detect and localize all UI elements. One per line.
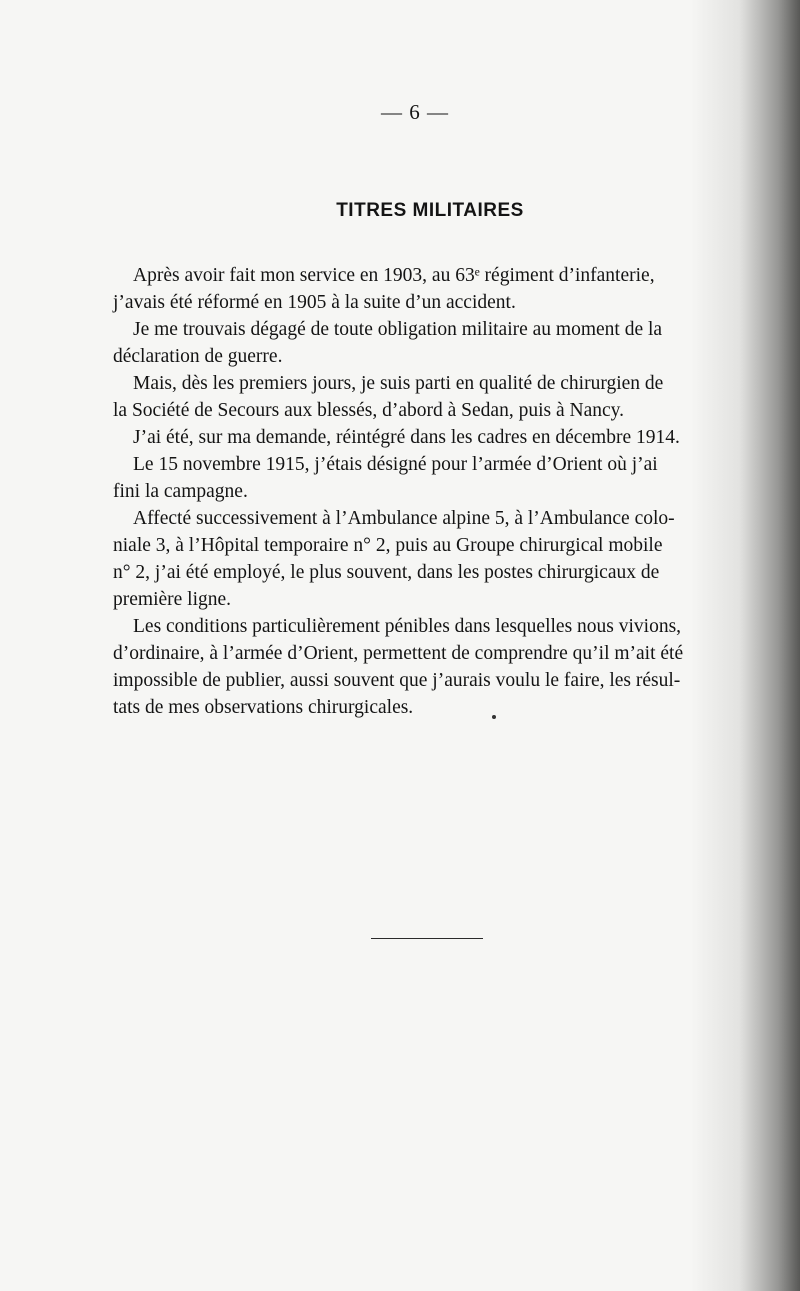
paragraph: [113, 613, 753, 721]
text-line: la Société de Secours aux blessés, d’abord à Sedan, puis à Nancy.: [113, 400, 624, 421]
paragraph: [113, 505, 753, 613]
text-line: première ligne.: [113, 589, 232, 610]
paragraph: [113, 370, 753, 424]
text-line: j’avais été réformé en 1905 à la suite d’un accident.: [113, 292, 516, 313]
paragraph: [113, 316, 753, 370]
closing-rule: [371, 938, 483, 939]
text-line: n° 2, j’ai été employé, le plus souvent, dans les postes chirurgicaux de: [113, 562, 660, 583]
text-line: tats de mes observations chirurgicales.: [113, 697, 414, 718]
text-line: Mais, dès les premiers jours, je suis parti en qualité de chirurgien de: [133, 373, 664, 394]
paragraph: [113, 262, 753, 316]
text-line: d’ordinaire, à l’armée d’Orient, permettent de comprendre qu’il m’ait été: [113, 643, 684, 664]
page-number: — 6 —: [381, 100, 449, 124]
body-text: [113, 262, 753, 721]
text-line: Après avoir fait mon service en 1903, au 63ᵉ régiment d’infanterie,: [133, 265, 655, 286]
text-line: fini la campagne.: [113, 481, 248, 502]
paragraph: [113, 451, 753, 505]
text-line: Affecté successivement à l’Ambulance alpine 5, à l’Ambulance colo-: [133, 508, 675, 529]
text-line: Le 15 novembre 1915, j’étais désigné pour l’armée d’Orient où j’ai: [133, 454, 658, 475]
text-line: niale 3, à l’Hôpital temporaire n° 2, puis au Groupe chirurgical mobile: [113, 535, 663, 556]
text-line: J’ai été, sur ma demande, réintégré dans les cadres en décembre 1914.: [133, 427, 680, 448]
paragraph: [113, 424, 753, 451]
text-line: impossible de publier, aussi souvent que j’aurais voulu le faire, les résul-: [113, 670, 681, 691]
ink-speck: [492, 715, 496, 719]
text-line: Les conditions particulièrement pénibles dans lesquelles nous vivions,: [133, 616, 682, 637]
text-line: déclaration de guerre.: [113, 346, 283, 367]
text-line: Je me trouvais dégagé de toute obligation militaire au moment de la: [133, 319, 663, 340]
section-title: TITRES MILITAIRES: [336, 200, 524, 221]
